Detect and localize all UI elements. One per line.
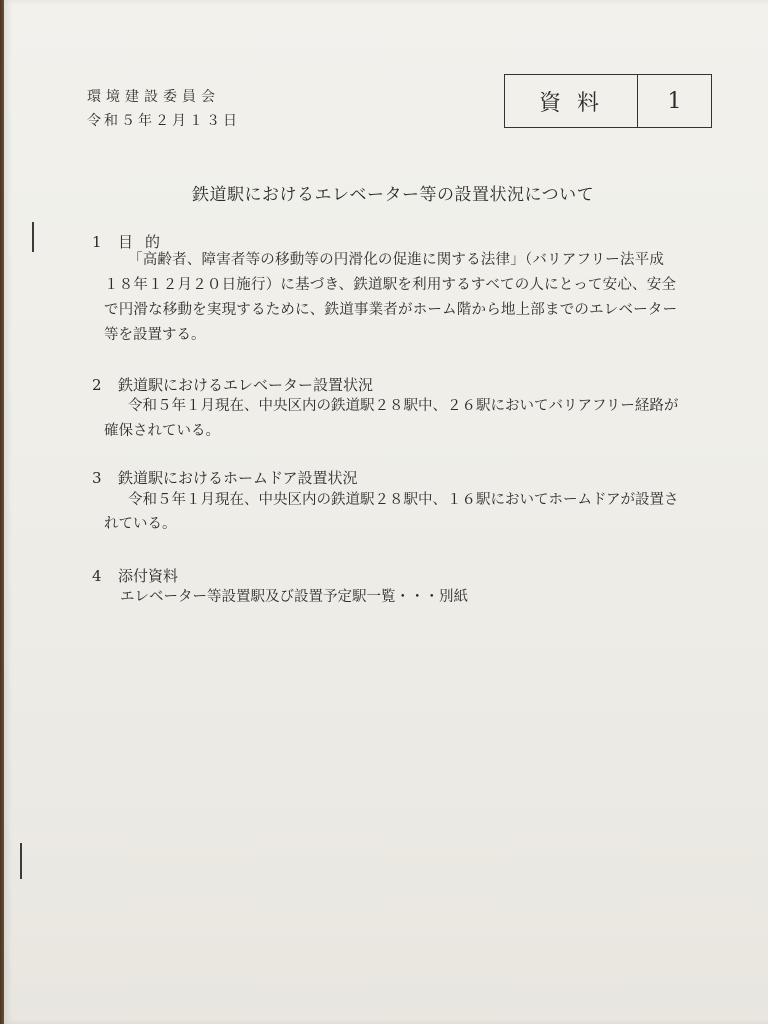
section-2-line-2: 確保されている。 [104,423,220,439]
section-label: 鉄道駅におけるエレベーター設置状況 [118,376,374,394]
section-4-heading [92,565,178,586]
section-label: 目的 [118,233,173,251]
badge-number: 1 [667,88,682,114]
document-date: 令和５年２月１３日 [87,113,240,129]
page-title: 鉄道駅におけるエレベーター等の設置状況について [192,185,595,205]
binder-mark-bottom [20,843,22,879]
committee-name: 環境建設委員会 [87,89,220,105]
section-1-line-4: 等を設置する。 [104,327,206,343]
section-number: 3 [92,469,102,487]
section-2-heading [92,374,373,395]
section-3-heading [92,467,358,488]
binder-mark-top [32,222,34,252]
section-1-heading [92,231,172,252]
section-number: 1 [92,233,102,251]
section-1-line-2: １８年１２月２０日施行）に基づき、鉄道駅を利用するすべての人にとって安心、安全 [104,277,677,293]
document-page [4,0,768,1024]
section-1-line-3: で円滑な移動を実現するために、鉄道事業者がホーム階から地上部までのエレベーター [104,302,678,318]
section-label: 添付資料 [118,567,179,585]
badge-label: 資料 [505,75,638,127]
section-2-line-1: 令和５年１月現在、中央区内の鉄道駅２８駅中、２６駅においてバリアフリー経路が [128,398,679,414]
section-3-line-1: 令和５年１月現在、中央区内の鉄道駅２８駅中、１６駅においてホームドアが設置さ [128,492,679,508]
section-number: 2 [92,376,102,394]
section-label: 鉄道駅におけるホームドア設置状況 [118,469,358,487]
section-1-line-1: 「高齢者、障害者等の移動等の円滑化の促進に関する法律」（バリアフリー法平成 [128,252,665,268]
section-3-line-2: れている。 [104,516,177,532]
document-badge [504,74,712,128]
section-4-line-1: エレベーター等設置駅及び設置予定駅一覧・・・別紙 [120,589,468,605]
section-number: 4 [92,567,102,585]
